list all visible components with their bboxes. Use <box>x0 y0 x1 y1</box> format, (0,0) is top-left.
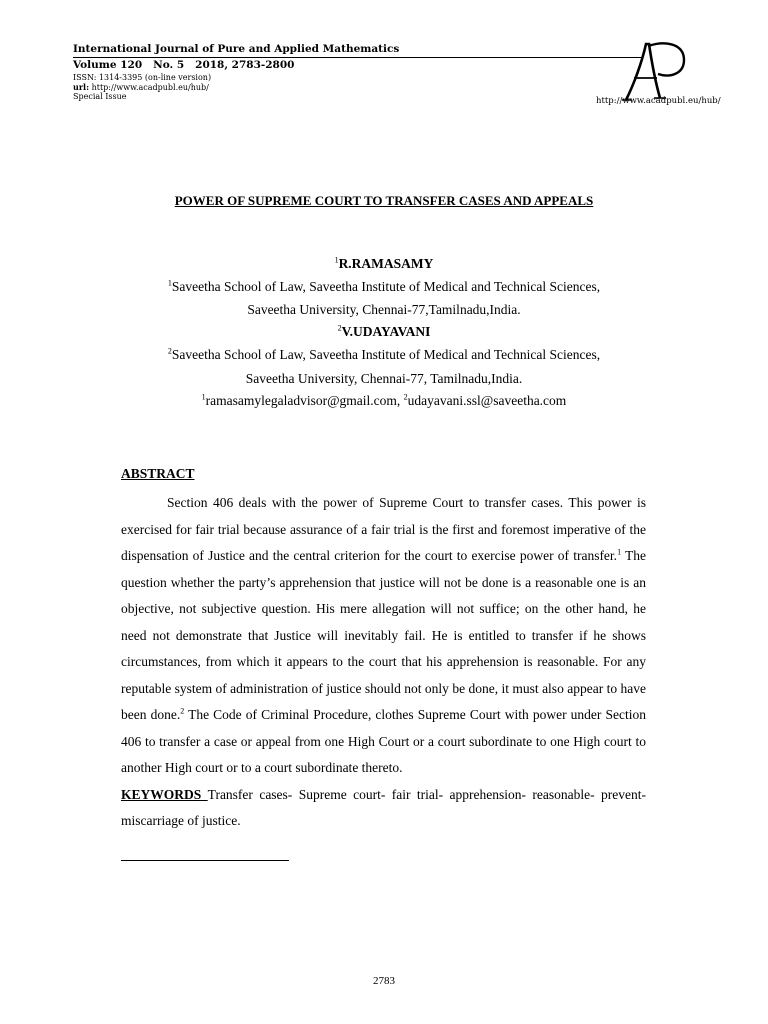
affiliation-1-sup: 1 <box>167 278 172 288</box>
email-1-sup: 1 <box>201 392 206 402</box>
affiliation-2-line1 <box>0 347 768 363</box>
affiliation-1-line2: Saveetha University, Chennai-77,Tamilnadu,India. <box>247 302 521 317</box>
author-1 <box>0 256 768 272</box>
keywords <box>121 782 646 835</box>
email-2[interactable]: udayavani.ssl@saveetha.com <box>407 393 567 408</box>
journal-issn: ISSN: 1314-3395 (on-line version) <box>73 73 212 82</box>
affiliation-2-text: Saveetha School of Law, Saveetha Institute of Medical and Technical Sciences, <box>171 347 601 362</box>
abstract-text-3: The Code of Criminal Procedure, clothes Supreme Court with power under Section 406 to transfer a case or appeal from one High Court or a court subordinate to one High court to another High court or to a court subordinate thereto. <box>121 707 647 775</box>
author-1-name: R.RAMASAMY <box>338 256 434 271</box>
affiliation-2-line2: Saveetha University, Chennai-77, Tamilnadu,India. <box>245 371 523 386</box>
publisher-logo <box>612 40 712 102</box>
author-2-sup: 2 <box>337 323 342 333</box>
footnote-ref-2[interactable]: 2 <box>180 706 185 716</box>
keywords-label: KEYWORDS <box>121 786 208 802</box>
email-1[interactable]: ramasamylegaladvisor@gmail.com, <box>205 393 404 408</box>
keywords-text: Transfer cases- Supreme court- fair trial- apprehension- reasonable- prevent- miscarriage of justice. <box>121 786 646 828</box>
journal-header <box>73 43 643 102</box>
author-1-sup: 1 <box>334 255 339 265</box>
abstract-paragraph <box>121 490 646 782</box>
journal-volume: Volume 120 No. 5 2018, 2783-2800 <box>73 59 295 71</box>
email-2-sup: 2 <box>403 392 408 402</box>
footnote-ref-1[interactable]: 1 <box>617 547 622 557</box>
journal-issue: Special Issue <box>73 92 127 101</box>
paper-title: POWER OF SUPREME COURT TO TRANSFER CASES AND APPEALS <box>174 193 594 208</box>
abstract-text-2: The question whether the party’s apprehension that justice will not be done is a reasonable one is an objective, not subjective question. His mere allegation will not suffice; on the other hand, he need not demonstrate that Justice will inevitably fail. He is entitled to transfer if he shows circumstances, from which it appears to the court that his apprehension is reasonable. For any reputable system of administration of justice should not only be done, it must also appear to have been done. <box>121 548 646 722</box>
journal-url-line <box>73 83 643 93</box>
author-emails <box>0 393 768 409</box>
affiliation-2-sup: 2 <box>167 346 172 356</box>
abstract-text-1: Section 406 deals with the power of Supreme Court to transfer cases. This power is exercised for fair trial because assurance of a fair trial is the first and foremost imperative of the dispensation of Justice and the central criterion for the court to exercise power of transfer. <box>121 495 646 563</box>
affiliation-1-line1 <box>0 279 768 295</box>
journal-url[interactable]: http://www.acadpubl.eu/hub/ <box>91 82 209 92</box>
footnote-divider <box>121 860 289 861</box>
journal-url-label: url: <box>73 81 90 92</box>
journal-name: International Journal of Pure and Applied Mathematics <box>73 43 643 58</box>
logo-url[interactable]: http://www.acadpubl.eu/hub/ <box>596 96 721 106</box>
author-2 <box>0 324 768 340</box>
author-2-name: V.UDAYAVANI <box>341 324 431 339</box>
page-number: 2783 <box>373 975 395 987</box>
affiliation-1-text: Saveetha School of Law, Saveetha Institute of Medical and Technical Sciences, <box>171 279 601 294</box>
abstract-body <box>121 490 646 835</box>
abstract-heading: ABSTRACT <box>121 466 195 481</box>
